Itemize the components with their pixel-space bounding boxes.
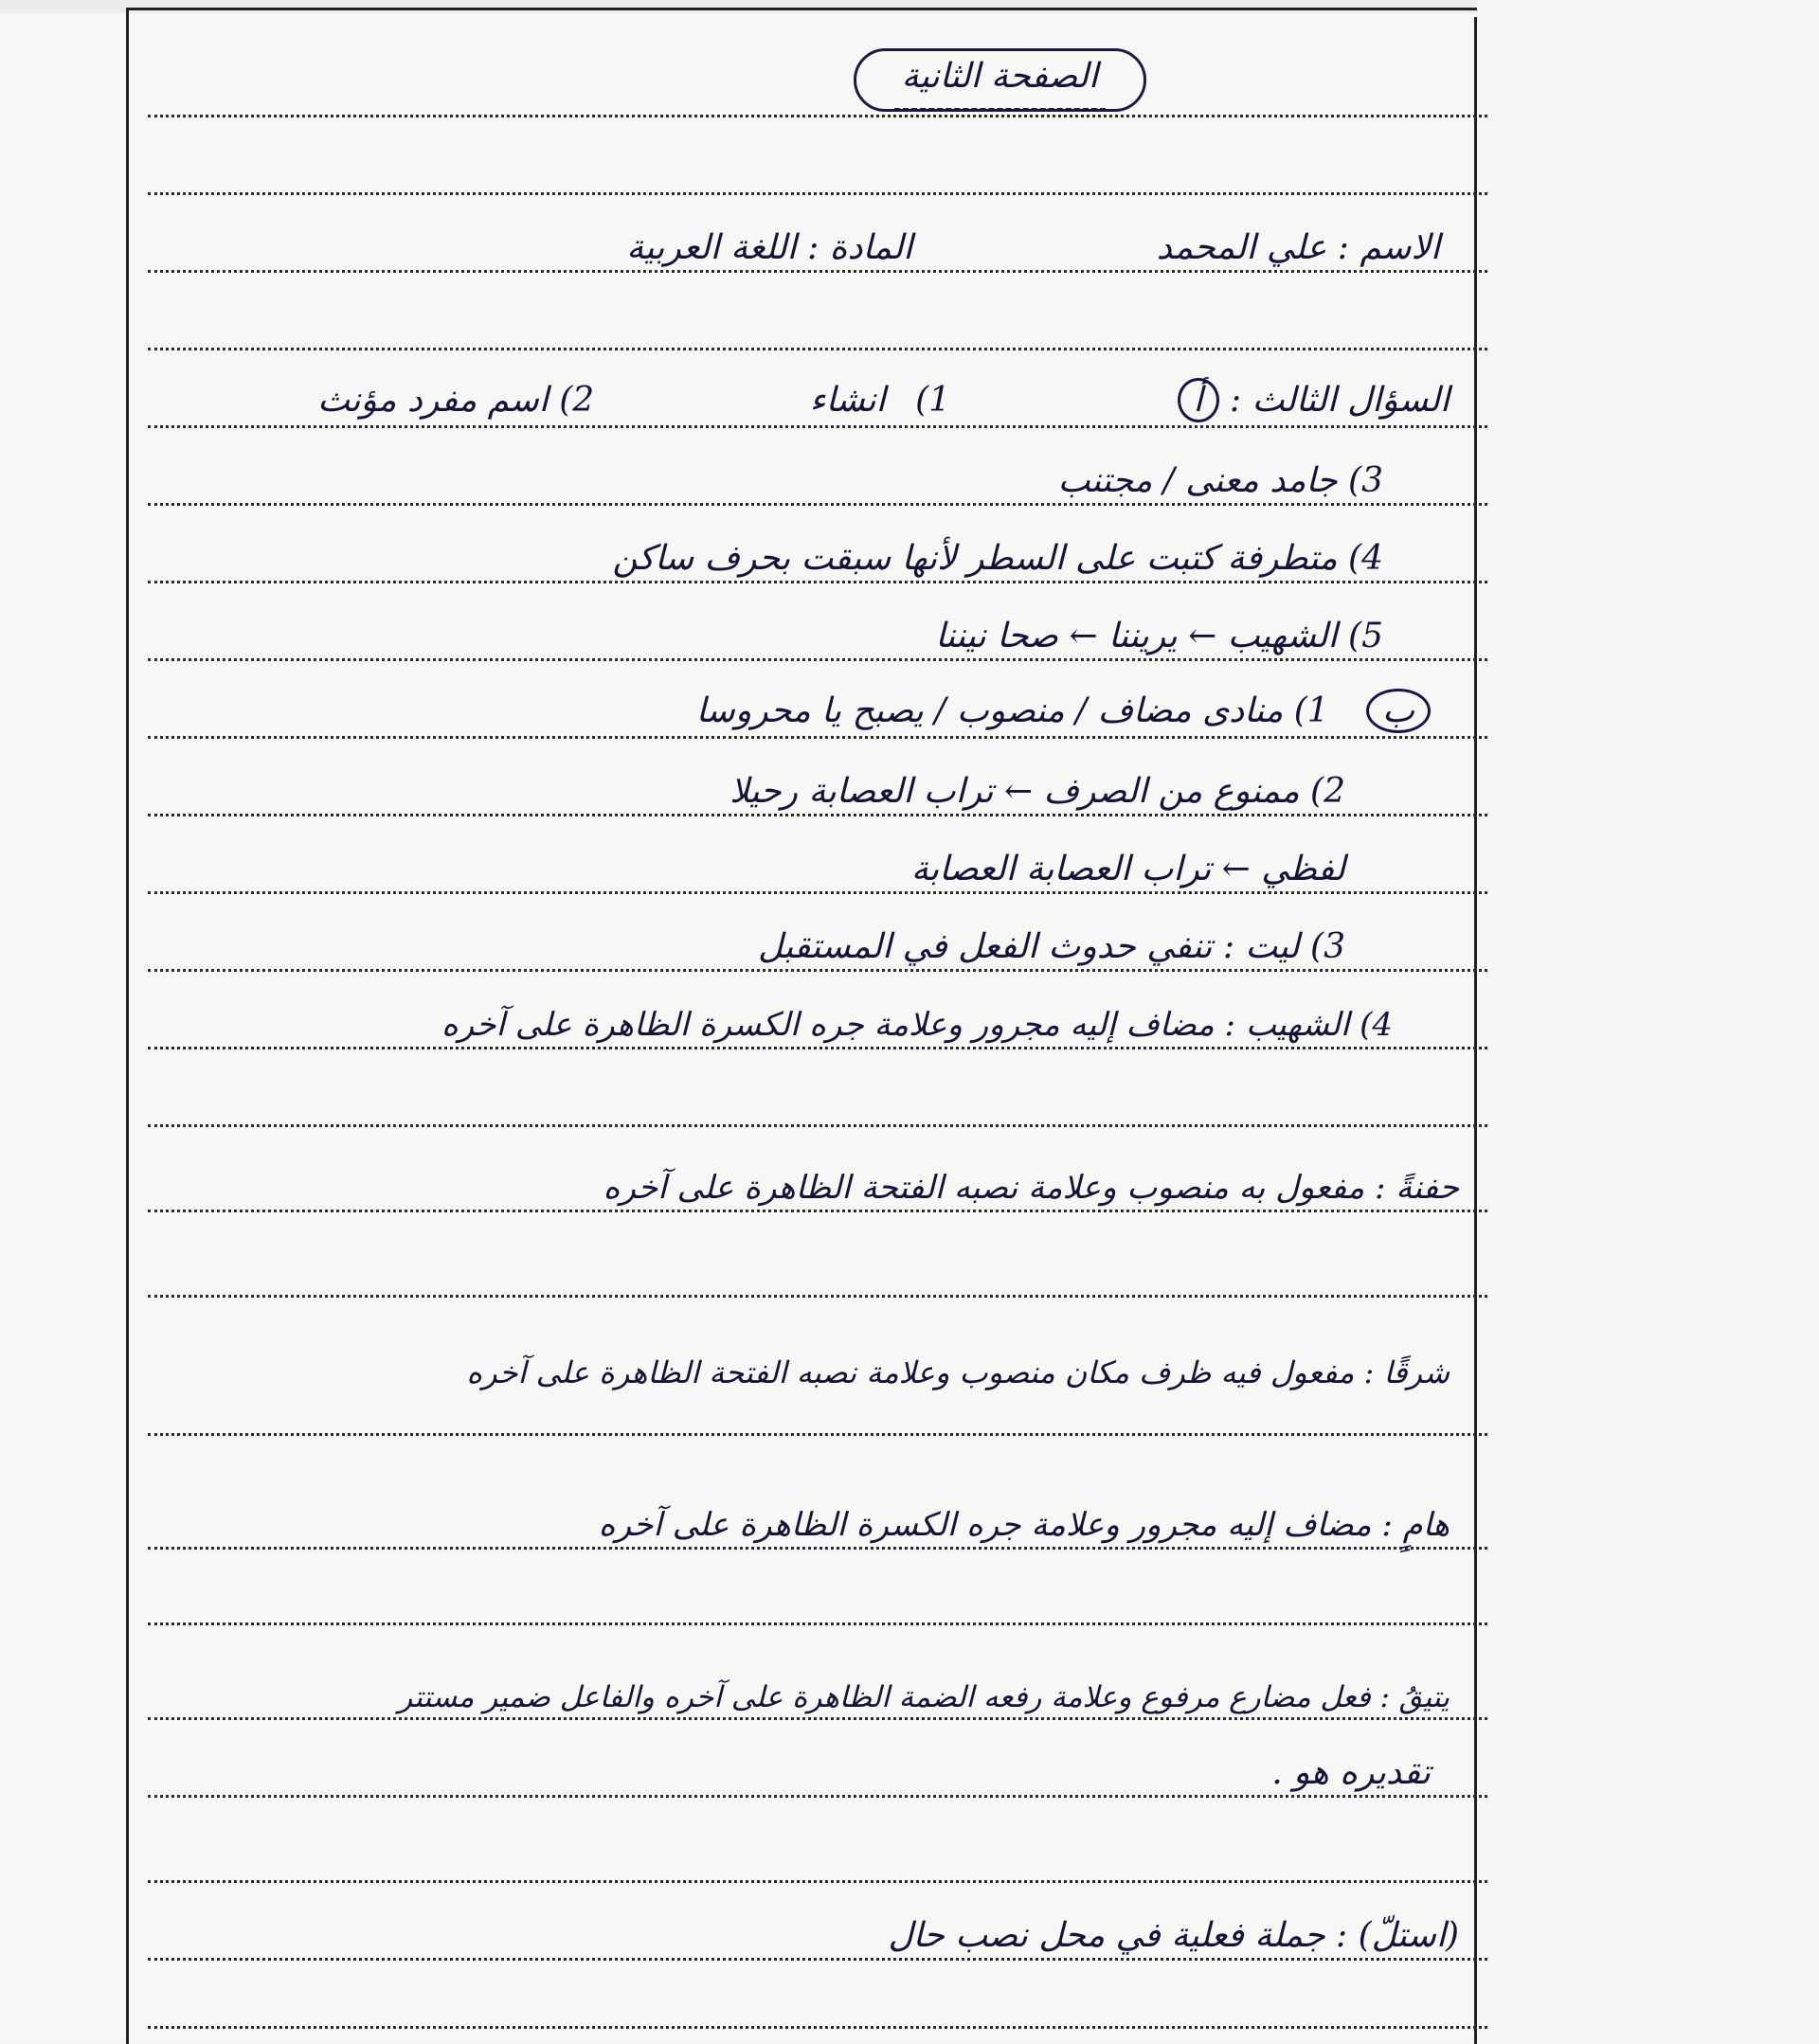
ruled-line-1 <box>142 45 1487 125</box>
parse-yatiqu-continued: تقديره هو . <box>1271 1753 1431 1792</box>
ruled-line-21 <box>142 1648 1487 1728</box>
answer-a4: 4) متطرفة كتبت على السطر لأنها سبقت بحرف ساكن <box>612 539 1383 578</box>
ruled-line-8 <box>142 589 1487 669</box>
ruled-line-3 <box>142 201 1487 280</box>
page-title: الصفحة الثانية <box>854 48 1146 112</box>
ruled-line-7 <box>142 511 1487 591</box>
ruled-line-14 <box>142 1055 1487 1135</box>
answer-a5: 5) الشهيب ← يريننا ← صحا نيننا <box>935 617 1383 655</box>
ruled-line-10 <box>142 744 1487 824</box>
answer-a1: انشاء <box>809 381 886 420</box>
parse-sharqa: شرقًا : مفعول فيه ظرف مكان منصوب وعلامة نصبه الفتحة الظاهرة على آخره <box>466 1354 1450 1390</box>
answer-b3: 3) ليت : تنفي حدوث الفعل في المستقبل <box>757 927 1345 966</box>
answer-b4: 4) الشهيب : مضاف إليه مجرور وعلامة جره الكسرة الظاهرة على آخره <box>441 1006 1393 1044</box>
ruled-line-4 <box>142 278 1487 358</box>
right-margin <box>1477 0 1819 2042</box>
part-b-marker: ب <box>1366 689 1431 733</box>
ruled-line-15 <box>142 1140 1487 1220</box>
question-3-label: السؤال الثالث : <box>1230 381 1450 420</box>
ruled-line-12 <box>142 900 1487 979</box>
answer-a2: 2) اسم مفرد مؤنث <box>317 381 595 420</box>
ruled-line-11 <box>142 822 1487 902</box>
ruled-line-6 <box>142 434 1487 513</box>
part-a-marker: أ <box>1178 378 1219 422</box>
parse-yatiqu: يتيقُ : فعل مضارع مرفوع وعلامة رفعه الضمة الظاهرة على آخره والفاعل ضمير مستتر <box>398 1680 1450 1714</box>
ruled-line-2 <box>142 123 1487 203</box>
frame-left-border <box>126 8 129 2044</box>
ruled-line-16 <box>142 1226 1487 1305</box>
answer-b2: 2) ممنوع من الصرف ← تراب العصابة رحيلا <box>729 772 1345 811</box>
ruled-line-22 <box>142 1726 1487 1805</box>
ruled-line-19 <box>142 1478 1487 1557</box>
parse-hafna: حفنةً : مفعول به منصوب وعلامة نصبه الفتحة الظاهرة على آخره <box>603 1169 1459 1207</box>
ruled-line-18 <box>142 1364 1487 1443</box>
answer-b1: 1) منادى مضاف / منصوب / يصبح يا محروسا <box>695 691 1329 730</box>
subject-name: المادة : اللغة العربية <box>626 228 913 267</box>
answer-a1-number: 1) <box>915 381 951 420</box>
ruled-line-23 <box>142 1811 1487 1891</box>
student-name: الاسم : علي المحمد <box>1156 228 1440 267</box>
ruled-line-20 <box>142 1553 1487 1633</box>
ruled-line-25 <box>142 1957 1487 2036</box>
parse-hamin: هامٍ : مضاف إليه مجرور وعلامة جره الكسرة الظاهرة على آخره <box>598 1506 1450 1544</box>
ruled-line-9 <box>142 667 1487 746</box>
answer-a3: 3) جامد معنى / مجتنب <box>1057 461 1383 500</box>
ruled-line-13 <box>142 977 1487 1057</box>
ruled-line-5 <box>142 356 1487 436</box>
parse-istasla: (استلّ) : جملة فعلية في محل نصب حال <box>888 1916 1459 1955</box>
frame-top-border <box>126 8 1477 10</box>
answer-b2-continued: لفظي ← تراب العصابة العصابة <box>910 850 1345 888</box>
